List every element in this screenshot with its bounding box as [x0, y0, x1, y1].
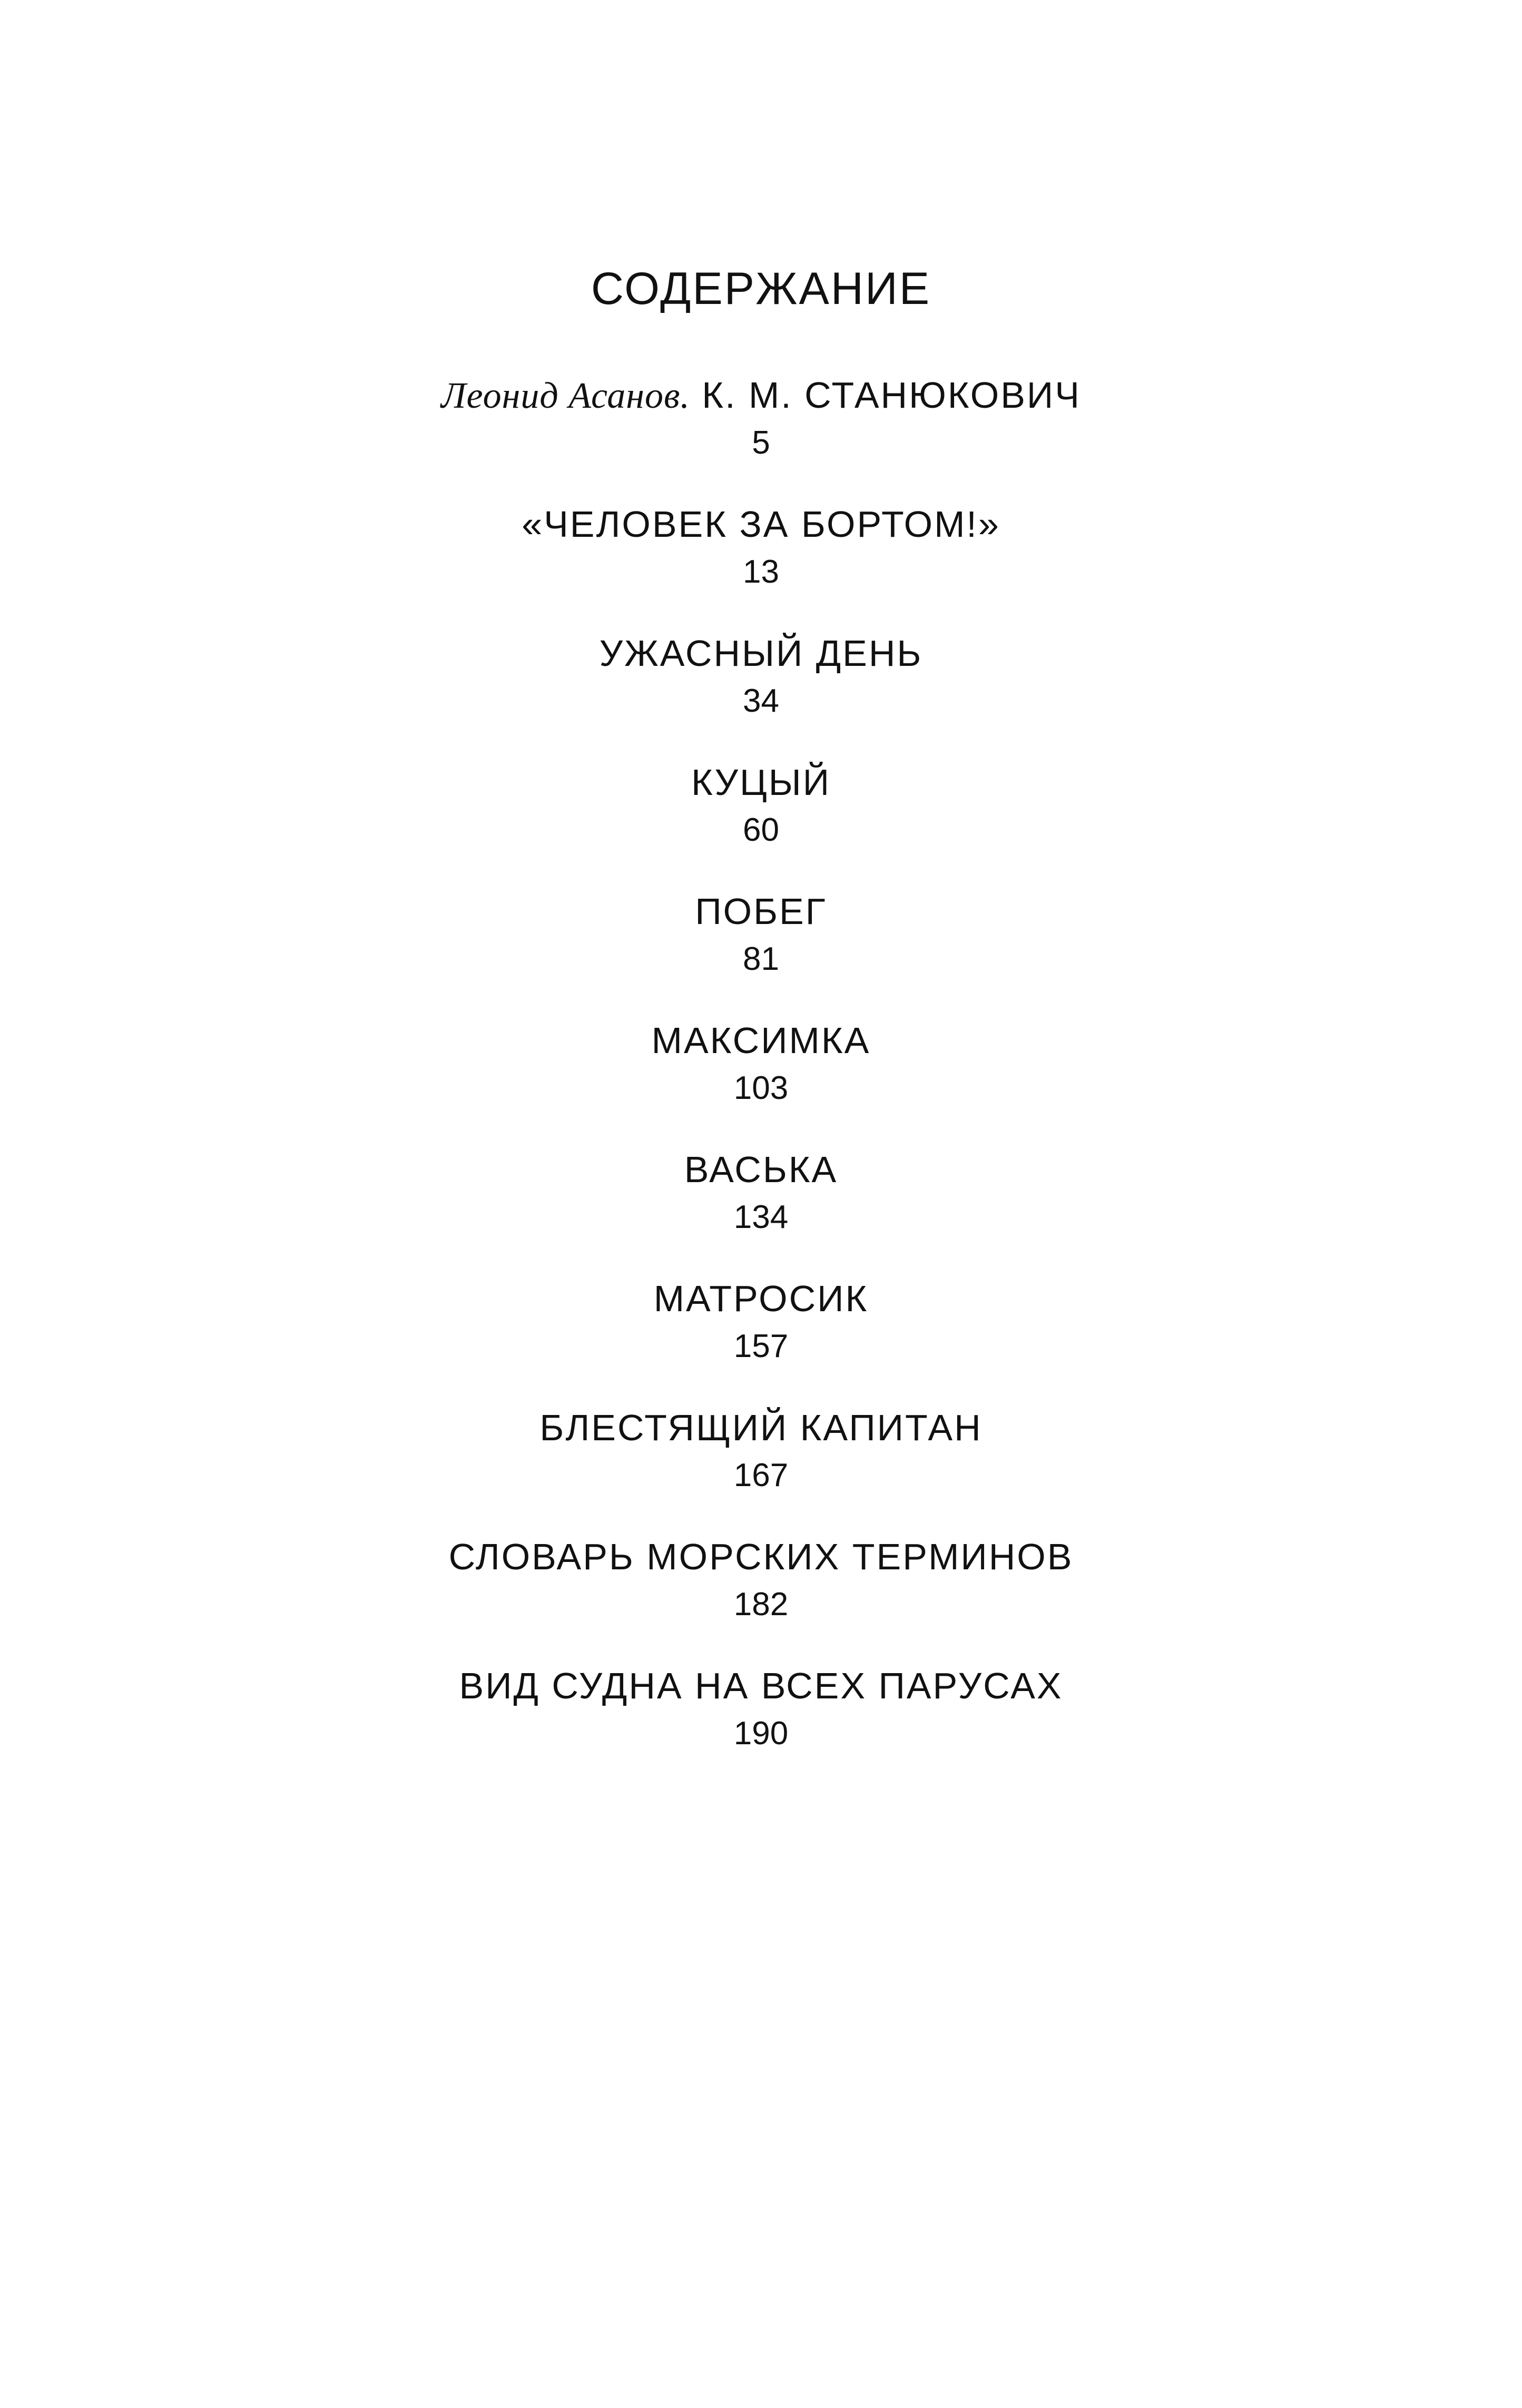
toc-entry-title: МАКСИМКА [651, 1020, 871, 1061]
toc-entry-page: 134 [733, 1199, 789, 1235]
toc-heading: СОДЕРЖАНИЕ [591, 263, 931, 314]
toc-entry-page: 190 [733, 1715, 789, 1752]
toc-entry-page: 34 [743, 683, 779, 719]
toc-entry [0, 1280, 1522, 1409]
toc-entry-page: 157 [733, 1328, 789, 1364]
toc-entry-title: УЖАСНЫЙ ДЕНЬ [599, 633, 923, 674]
toc-entry-title: МАТРОСИК [653, 1278, 869, 1319]
toc-entry-title: ВИД СУДНА НА ВСЕХ ПАРУСАХ [459, 1665, 1063, 1706]
toc-entry [0, 506, 1522, 635]
toc-entry-page: 5 [752, 425, 770, 461]
toc-entry [0, 1667, 1522, 1796]
toc-entry [0, 635, 1522, 764]
toc-list [0, 377, 1522, 1796]
toc-entry-title: К. М. СТАНЮКОВИЧ [702, 375, 1081, 416]
toc-entry [0, 377, 1522, 506]
toc-entry-page: 103 [733, 1070, 789, 1106]
toc-entry [0, 893, 1522, 1022]
toc-entry-title: ПОБЕГ [695, 891, 827, 932]
toc-entry-author: Леонид Асанов. [441, 376, 690, 416]
toc-entry-title: КУЦЫЙ [691, 762, 831, 803]
toc-entry [0, 1022, 1522, 1151]
toc-entry-page: 13 [743, 554, 779, 590]
toc-entry [0, 1538, 1522, 1667]
toc-entry-page: 81 [743, 941, 779, 977]
toc-entry-page: 182 [733, 1586, 789, 1623]
toc-entry-title: СЛОВАРЬ МОРСКИХ ТЕРМИНОВ [448, 1536, 1074, 1577]
toc-entry [0, 1151, 1522, 1280]
toc-entry-page: 60 [743, 812, 779, 848]
toc-entry-title-line [0, 377, 1522, 424]
toc-entry-title: «ЧЕЛОВЕК ЗА БОРТОМ!» [522, 504, 1000, 545]
toc-entry-title: БЛЕСТЯЩИЙ КАПИТАН [539, 1407, 983, 1448]
toc-entry [0, 764, 1522, 893]
toc-entry [0, 1409, 1522, 1538]
toc-entry-page: 167 [733, 1457, 789, 1493]
toc-entry-title: ВАСЬКА [684, 1149, 838, 1190]
